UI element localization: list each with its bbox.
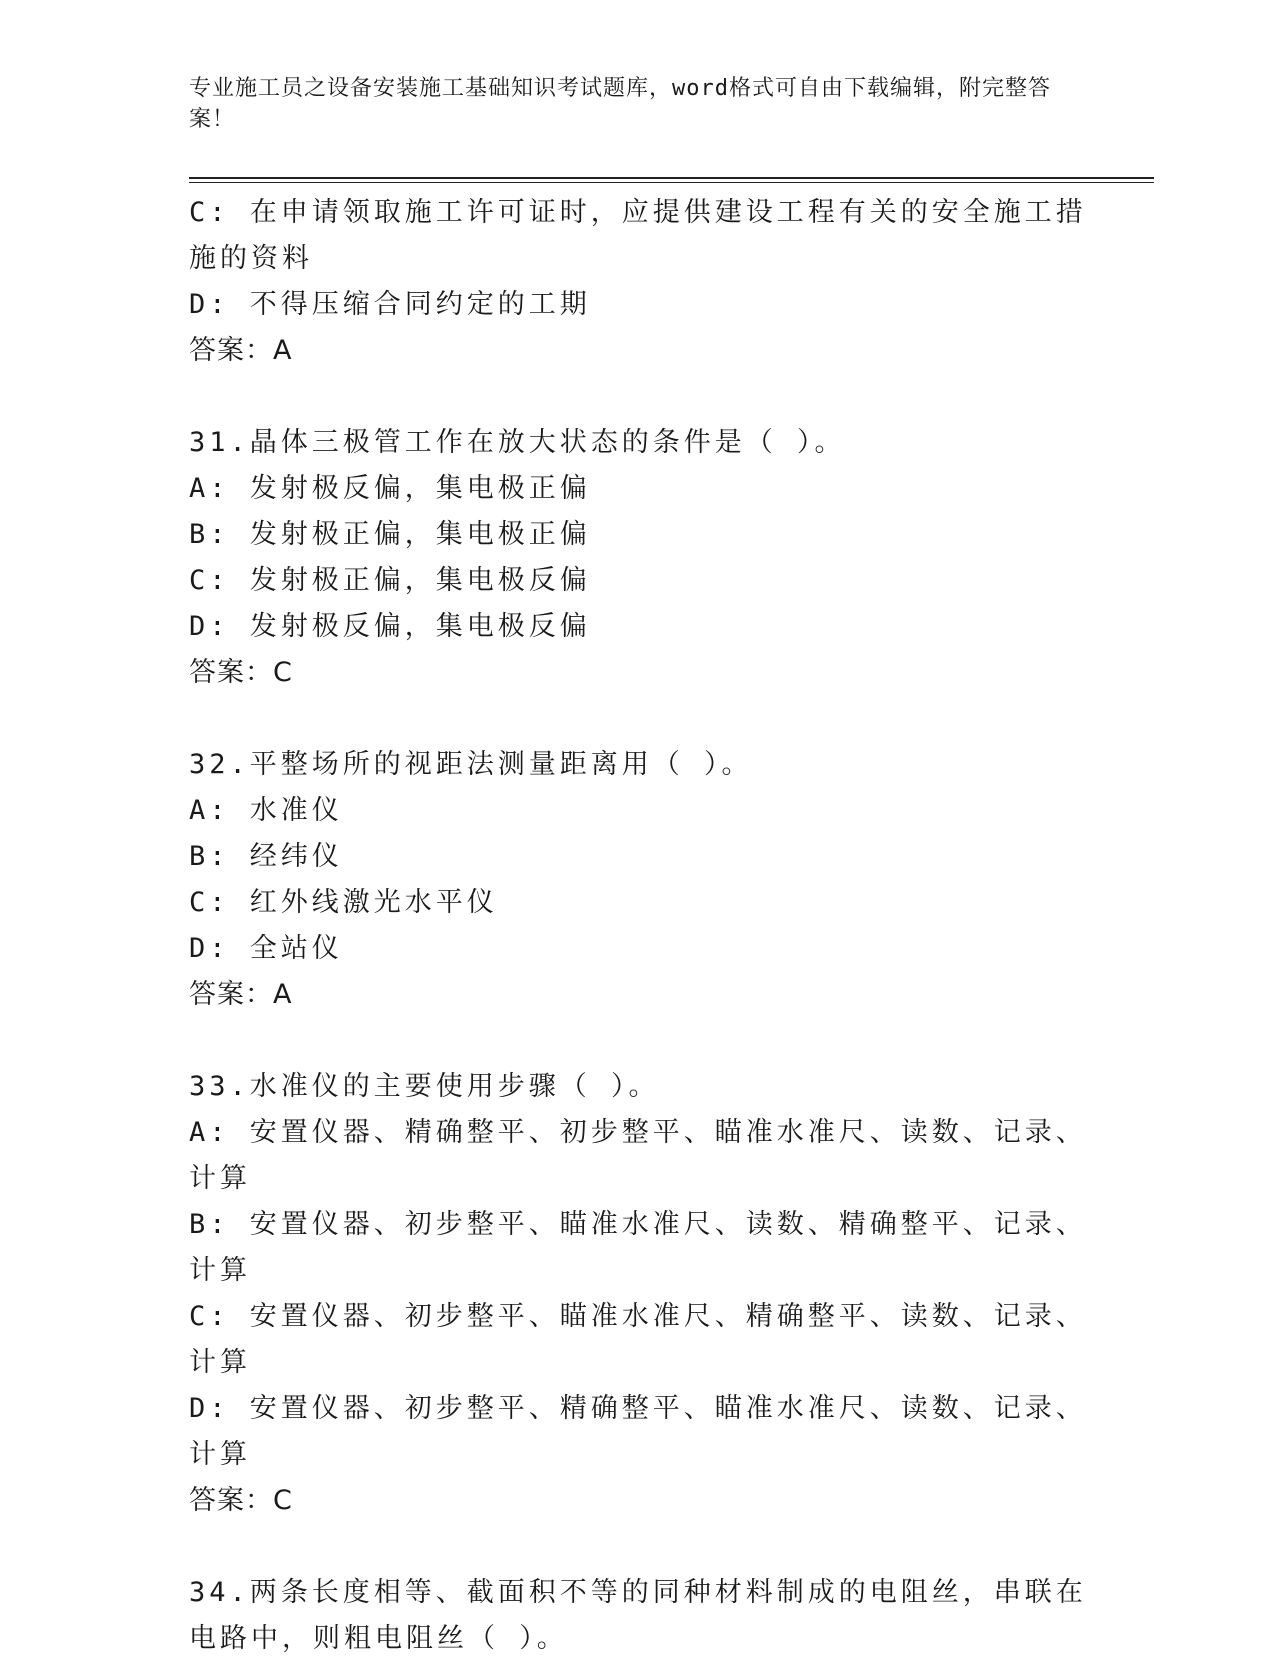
option-d: D: 不得压缩合同约定的工期 <box>189 289 591 320</box>
question-31-stem: 31.晶体三极管工作在放大状态的条件是（ ）。 <box>189 427 846 458</box>
question-31-option-a: A: 发射极反偏，集电极正偏 <box>189 473 591 504</box>
question-33-option-b: B: 安置仪器、初步整平、瞄准水准尺、读数、精确整平、记录、计算 <box>189 1209 1087 1286</box>
question-34-stem: 34.两条长度相等、截面积不等的同种材料制成的电阻丝，串联在电路中，则粗电阻丝（ ）。 <box>189 1577 1087 1654</box>
question-32-option-d: D: 全站仪 <box>189 933 343 964</box>
question-32-option-b: B: 经纬仪 <box>189 841 343 872</box>
question-33-answer: 答案：C <box>189 1485 293 1516</box>
spacer <box>189 1524 1089 1570</box>
spacer <box>189 1018 1089 1064</box>
document-header: 专业施工员之设备安装施工基础知识考试题库，word格式可自由下载编辑，附完整答案！ <box>189 76 1051 132</box>
question-31-answer: 答案：C <box>189 657 293 688</box>
question-33-option-c: C: 安置仪器、初步整平、瞄准水准尺、精确整平、读数、记录、计算 <box>189 1301 1087 1378</box>
question-content <box>189 190 1089 1662</box>
question-32-answer: 答案：A <box>189 979 293 1010</box>
header-divider-thick <box>189 177 1154 179</box>
question-31-option-b: B: 发射极正偏，集电极正偏 <box>189 519 591 550</box>
question-32-stem: 32.平整场所的视距法测量距离用（ ）。 <box>189 749 753 780</box>
question-32-option-c: C: 红外线激光水平仪 <box>189 887 498 918</box>
question-31-option-c: C: 发射极正偏，集电极反偏 <box>189 565 591 596</box>
question-33-stem: 33.水准仪的主要使用步骤（ ）。 <box>189 1071 660 1102</box>
question-31-option-d: D: 发射极反偏，集电极反偏 <box>189 611 591 642</box>
spacer <box>189 696 1089 742</box>
answer-line: 答案：A <box>189 335 293 366</box>
question-33-option-a: A: 安置仪器、精确整平、初步整平、瞄准水准尺、读数、记录、计算 <box>189 1117 1087 1194</box>
question-32-option-a: A: 水准仪 <box>189 795 343 826</box>
option-c: C: 在申请领取施工许可证时，应提供建设工程有关的安全施工措施的资料 <box>189 197 1087 274</box>
question-33-option-d: D: 安置仪器、初步整平、精确整平、瞄准水准尺、读数、记录、计算 <box>189 1393 1087 1470</box>
spacer <box>189 374 1089 420</box>
header-divider-thin <box>189 182 1154 183</box>
